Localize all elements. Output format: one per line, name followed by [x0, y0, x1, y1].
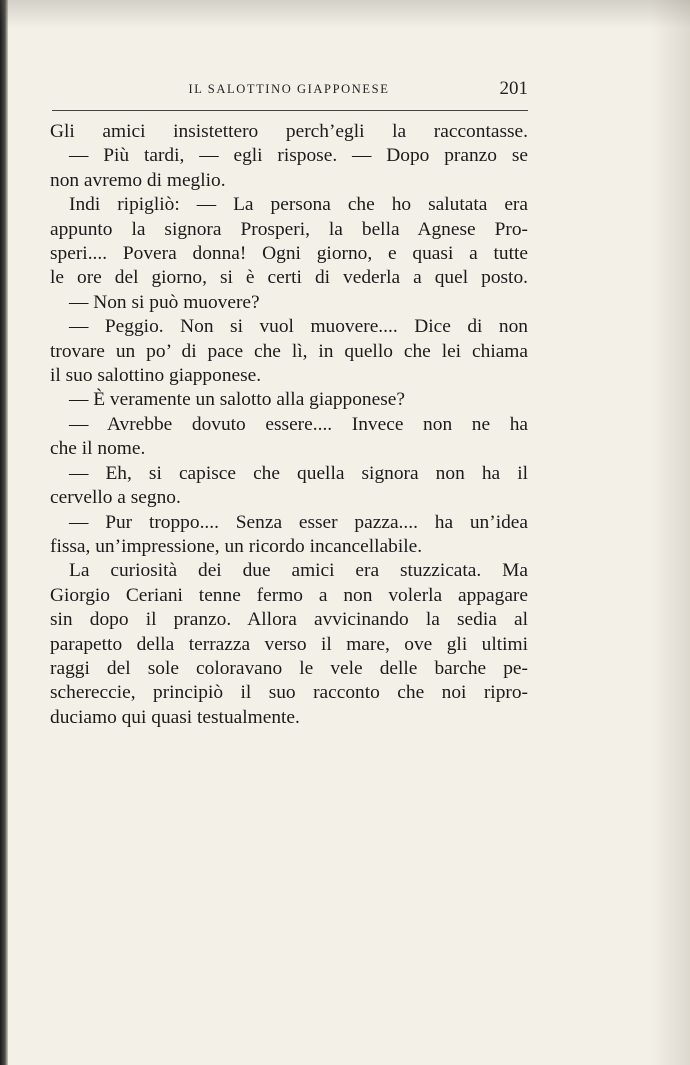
page-right-edge-shadow	[650, 0, 690, 1065]
text-line: schereccie, principiò il suo racconto che noi ripro-	[50, 682, 528, 704]
text-line: fissa, un’impressione, un ricordo incancellabile.	[50, 535, 423, 557]
header-rule	[52, 110, 528, 111]
text-line: appunto la signora Prosperi, la bella Agnese Pro-	[50, 218, 528, 240]
text-line: speri.... Povera donna! Ogni giorno, e quasi a tutte	[50, 243, 528, 265]
running-title: IL SALOTTINO GIAPPONESE	[188, 82, 390, 96]
text-line: parapetto della terrazza verso il mare, ove gli ultimi	[50, 633, 528, 655]
text-line: il suo salottino giapponese.	[50, 365, 262, 387]
text-line: — Pur troppo.... Senza esser pazza.... ha un’idea	[69, 511, 528, 533]
text-line: duciamo qui quasi testualmente.	[50, 706, 300, 728]
page-top-shadow	[0, 0, 690, 28]
text-line: non avremo di meglio.	[50, 169, 226, 191]
text-line: le ore del giorno, si è certi di vederla a quel posto.	[50, 267, 528, 289]
text-line: Giorgio Ceriani tenne fermo a non volerla appagare	[50, 584, 528, 606]
text-line: — Peggio. Non si vuol muovere.... Dice di non	[69, 316, 528, 338]
page-header	[50, 78, 528, 102]
text-line: — Eh, si capisce che quella signora non ha il	[69, 462, 528, 484]
text-line: che il nome.	[50, 438, 146, 460]
text-line: — Non si può muovere?	[69, 291, 260, 313]
text-line: — Avrebbe dovuto essere.... Invece non ne ha	[69, 413, 528, 435]
text-line: cervello a segno.	[50, 487, 181, 509]
page-number: 201	[499, 78, 528, 99]
text-line: sin dopo il pranzo. Allora avvicinando la sedia al	[50, 609, 528, 631]
body-text	[50, 120, 528, 730]
text-line: raggi del sole coloravano le vele delle barche pe-	[50, 657, 528, 679]
text-line: Indi ripigliò: — La persona che ho salutata era	[69, 194, 528, 216]
text-line: — È veramente un salotto alla giapponese?	[69, 389, 405, 411]
text-line: La curiosità dei due amici era stuzzicata. Ma	[69, 560, 528, 582]
text-line: Gli amici insistettero perch’egli la raccontasse.	[50, 121, 528, 142]
text-line: — Più tardi, — egli rispose. — Dopo pranzo se	[69, 145, 528, 167]
page-binding-edge	[0, 0, 8, 1065]
text-line: trovare un po’ di pace che lì, in quello che lei chiama	[50, 340, 528, 362]
